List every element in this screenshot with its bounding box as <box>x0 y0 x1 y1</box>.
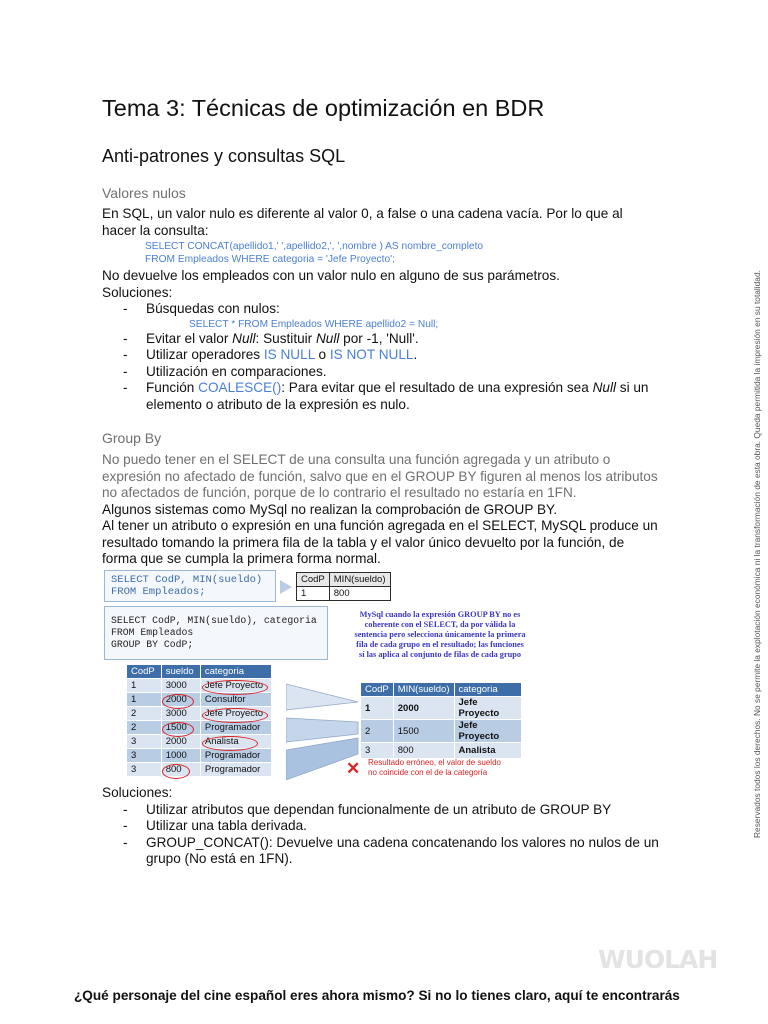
heading-valores-nulos: Valores nulos <box>102 185 186 201</box>
groupby-p1: Algunos sistemas como MySql no realizan la comprobación de GROUP BY. <box>102 501 558 517</box>
nulls-item-code: SELECT * FROM Empleados WHERE apellido2 = Null; <box>189 318 439 330</box>
query-2-line-2: FROM Empleados <box>111 627 194 638</box>
query-1-line-2: FROM Empleados; <box>111 586 206 598</box>
error-line: no coincide con el de la categoría <box>368 768 488 777</box>
table-cell: Jefe Proyecto <box>200 679 271 693</box>
table-cell: 2 <box>127 721 162 735</box>
table-cell: 3 <box>127 749 162 763</box>
table-header: categoria <box>454 683 521 697</box>
keyword: COALESCE() <box>198 380 282 395</box>
table-cell: 3000 <box>161 707 200 721</box>
groupby-text-block <box>102 452 662 568</box>
table-row <box>127 693 272 707</box>
groupby-grey-1: No puedo tener en el SELECT de una consulta una función agregada y un atributo o <box>102 452 611 467</box>
error-x-icon: ✕ <box>346 759 361 778</box>
table-cell: 2000 <box>161 735 200 749</box>
text: o <box>314 347 330 362</box>
table-cell: 1 <box>127 693 162 707</box>
text-italic: Null <box>315 330 340 346</box>
table-cell: 800 <box>393 743 454 759</box>
nulls-solutions-list <box>102 301 662 413</box>
nulls-text-block <box>102 206 662 413</box>
highlight-circle <box>162 764 190 779</box>
groupby-solutions-label: Soluciones: <box>102 785 173 800</box>
heading-group-by: Group By <box>102 430 162 446</box>
arrow-icon <box>280 580 292 599</box>
nulls-result: No devuelve los empleados con un valor nulo en alguno de sus parámetros. <box>102 268 560 283</box>
nulls-solutions-label: Soluciones: <box>102 284 173 300</box>
table-cell: 1 <box>361 697 394 720</box>
copyright-side-note: Reservados todos los derechos. No se permite la explotación económica ni la transformación de esta obra. Queda permitida la impresión en su totalidad. <box>752 270 762 838</box>
highlight-circle <box>162 722 194 737</box>
table-row <box>127 763 272 777</box>
list-item <box>102 380 662 413</box>
list-item <box>102 364 662 381</box>
text: Utilizar una tabla derivada. <box>146 818 307 833</box>
table-header: MIN(sueldo) <box>329 573 390 587</box>
query-2-box <box>104 606 328 660</box>
table-cell: Jefe Proyecto <box>454 697 521 720</box>
text: Evitar el valor <box>146 330 233 346</box>
result-table <box>360 682 522 759</box>
wuolah-watermark: WUOLAH <box>598 945 718 974</box>
table-cell: 3 <box>127 735 162 749</box>
note-line: coherente con el SELECT, da por válida la <box>364 620 516 629</box>
list-item <box>102 802 662 819</box>
table-cell: Consultor <box>200 693 271 707</box>
group-by-figure <box>104 570 544 780</box>
highlight-circle <box>162 694 194 709</box>
table-row <box>361 697 522 720</box>
text: por -1, 'Null'. <box>339 330 419 346</box>
text: Utilizar atributos que dependan funcionalmente de un atributo de GROUP BY <box>146 801 612 817</box>
text: GROUP_CONCAT(): Devuelve una cadena concatenando los valores no nulos de un <box>146 834 659 850</box>
table-cell: 1 <box>297 587 330 601</box>
list-item <box>102 818 662 835</box>
group-arrows <box>286 682 366 802</box>
table-header: CodP <box>361 683 394 697</box>
note-line: sentencia pero selecciona únicamente la primera <box>354 630 526 639</box>
text: Utilización en comparaciones. <box>146 363 327 379</box>
groupby-grey-3: no afectados de función, porque de lo contrario el resultado no estaría en 1FN. <box>102 485 577 500</box>
highlight-circle <box>202 680 268 695</box>
highlight-circle <box>202 708 268 723</box>
text: si un <box>616 380 649 395</box>
table-cell: 2 <box>361 720 394 743</box>
result-1-table <box>296 572 391 601</box>
nulls-intro-2: hacer la consulta: <box>102 222 209 238</box>
groupby-p4: forma que se cumpla la primera forma normal. <box>102 551 381 566</box>
nulls-code-1: SELECT CONCAT(apellido1,' ',apellido2,', ',nombre ) AS nombre_completo <box>145 241 484 252</box>
mysql-note <box>340 610 540 660</box>
table-cell: 2 <box>127 707 162 721</box>
list-item <box>102 331 662 348</box>
query-1-line-1: SELECT CodP, MIN(sueldo) <box>111 574 263 586</box>
groupby-solutions-block <box>102 785 662 868</box>
error-note <box>368 758 501 778</box>
keyword: IS NULL <box>263 347 315 362</box>
groupby-grey-2: expresión no afectado de función, salvo que en el GROUP BY figuren al menos los atributos <box>102 468 658 484</box>
query-1-box <box>104 570 276 602</box>
table-cell: 3 <box>127 763 162 777</box>
table-cell: 1500 <box>161 721 200 735</box>
list-item <box>102 347 662 364</box>
table-cell: 800 <box>161 763 200 777</box>
highlight-circle <box>202 736 258 751</box>
groupby-p3: resultado tomando la primera fila de la tabla y el valor único devuelto por la función, de <box>102 534 625 550</box>
note-line: fila de cada grupo en el resultado; las funciones <box>356 640 524 649</box>
table-header: CodP <box>127 665 162 679</box>
text: Función <box>146 380 199 395</box>
table-row <box>127 749 272 763</box>
query-2-line-1: SELECT CodP, MIN(sueldo), categoria <box>111 615 317 626</box>
nulls-code-2: FROM Empleados WHERE categoria = 'Jefe Proyecto'; <box>145 254 395 265</box>
table-header: MIN(sueldo) <box>393 683 454 697</box>
text: : Sustituir <box>255 330 316 346</box>
table-cell: 1500 <box>393 720 454 743</box>
footer-ad-link[interactable]: ¿Qué personaje del cine español eres ahora mismo? Si no lo tienes claro, aquí te encontrarás <box>74 988 680 1003</box>
table-cell: Programador <box>200 749 271 763</box>
keyword: IS NOT NULL <box>329 347 414 362</box>
table-cell: 800 <box>329 587 390 601</box>
table-row <box>361 743 522 759</box>
list-item-text: Búsquedas con nulos: <box>146 301 280 316</box>
groupby-solutions-list <box>102 802 662 868</box>
groupby-p2: Al tener un atributo o expresión en una función agregada en el SELECT, MySQL produce un <box>102 518 658 533</box>
table-cell: Jefe Proyecto <box>200 707 271 721</box>
table-cell: Analista <box>454 743 521 759</box>
section-subtitle: Anti-patrones y consultas SQL <box>102 146 346 166</box>
table-cell: 2000 <box>393 697 454 720</box>
table-cell: 2000 <box>161 693 200 707</box>
nulls-intro-1: En SQL, un valor nulo es diferente al valor 0, a false o una cadena vacía. Por lo que al <box>102 206 623 221</box>
table-cell: 3 <box>361 743 394 759</box>
table-row <box>127 721 272 735</box>
text: : Para evitar que el resultado de una expresión sea <box>281 380 593 395</box>
table-cell: 3000 <box>161 679 200 693</box>
table-cell: Programador <box>200 763 271 777</box>
text-italic: Null <box>592 380 616 395</box>
text: elemento o atributo de la expresión es nulo. <box>146 396 410 412</box>
table-header: categoria <box>200 665 271 679</box>
table-cell: 1000 <box>161 749 200 763</box>
query-2-line-3: GROUP BY CodP; <box>111 639 194 650</box>
note-line: MySql cuando la expresión GROUP BY no es <box>359 610 521 619</box>
table-cell: 1 <box>127 679 162 693</box>
note-line: sí las aplica al conjunto de filas de cada grupo <box>358 650 522 659</box>
table-cell: Jefe Proyecto <box>454 720 521 743</box>
table-header: CodP <box>297 573 330 587</box>
table-row <box>361 720 522 743</box>
text: . <box>413 347 418 362</box>
text-italic: Null <box>232 330 256 346</box>
text: grupo (No está en 1FN). <box>146 851 293 866</box>
table-header: sueldo <box>161 665 200 679</box>
error-line: Resultado erróneo, el valor de sueldo <box>368 758 501 767</box>
text: Utilizar operadores <box>146 347 264 362</box>
page-title: Tema 3: Técnicas de optimización en BDR <box>102 95 545 121</box>
list-item <box>102 301 662 331</box>
table-cell: Programador <box>200 721 271 735</box>
list-item <box>102 835 662 868</box>
table-cell: Analista <box>200 735 271 749</box>
